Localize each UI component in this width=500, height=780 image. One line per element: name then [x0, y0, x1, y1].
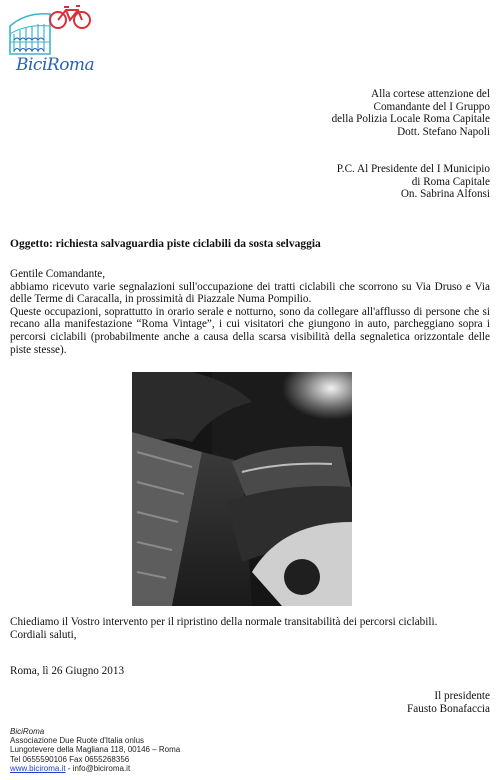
footer-org: BiciRoma — [10, 727, 45, 736]
recipient-line: Dott. Stefano Napoli — [397, 125, 490, 138]
request-text: Chiediamo il Vostro intervento per il ripristino della normale transitabilità dei percorsi ciclabili. — [10, 616, 438, 628]
website-link[interactable]: www.biciroma.it — [10, 763, 66, 773]
footer — [10, 727, 180, 773]
recipient-line: Comandante del I Gruppo — [373, 100, 490, 113]
recipient-block — [332, 88, 490, 138]
paragraph: abbiamo ricevuto varie segnalazioni sull'occupazione dei tratti ciclabili che scorrono su Via Druso e Via delle Terme di Caracalla, in prossimità di Piazzale Numa Pompilio. — [10, 280, 490, 306]
recipient-line: della Polizia Locale Roma Capitale — [331, 113, 490, 126]
letter-body — [10, 268, 490, 356]
greeting: Gentile Comandante, — [10, 268, 106, 280]
closing-block — [10, 616, 490, 641]
paragraph: Queste occupazioni, soprattutto in orario serale e notturno, sono da collegare all'afflusso di persone che si recano alla manifestazione “Roma Vintage”, i cui visitatori che giungono in auto, parcheggiano sopra i percorsi ciclabili (probabilmente anche a causa della scarsa visibilità della segnaletica orizzontale delle piste stesse). — [10, 305, 490, 356]
place-date: Roma, lì 26 Giugno 2013 — [10, 665, 125, 677]
footer-separator: - — [65, 763, 73, 773]
cc-line: di Roma Capitale — [411, 175, 490, 188]
footer-association: Associazione Due Ruote d'Italia onlus — [10, 736, 145, 746]
footer-phone: Tel 0655590106 Fax 0655268356 — [10, 754, 130, 764]
subject-line: Oggetto: richiesta salvaguardia piste ciclabili da sosta selvaggia — [10, 238, 321, 250]
cc-block — [337, 163, 490, 201]
signature-block — [407, 690, 490, 715]
footer-contacts — [10, 764, 180, 773]
colosseum-bicycle-icon — [6, 4, 92, 60]
salutation: Cordiali saluti, — [10, 628, 77, 641]
parked-cars-photo — [132, 372, 352, 606]
email-text: info@biciroma.it — [72, 763, 131, 773]
footer-address: Lungotevere della Magliana 118, 00146 – Roma — [10, 745, 181, 755]
logo-wordmark: BiciRoma — [16, 55, 95, 75]
signature-name: Fausto Bonafaccia — [407, 702, 490, 715]
cc-line: On. Sabrina Alfonsi — [400, 188, 490, 201]
cc-line: P.C. Al Presidente del I Municipio — [336, 163, 490, 175]
recipient-line: Alla cortese attenzione del — [371, 88, 490, 100]
biciroma-logo — [6, 4, 95, 76]
signature-role: Il presidente — [434, 690, 490, 702]
